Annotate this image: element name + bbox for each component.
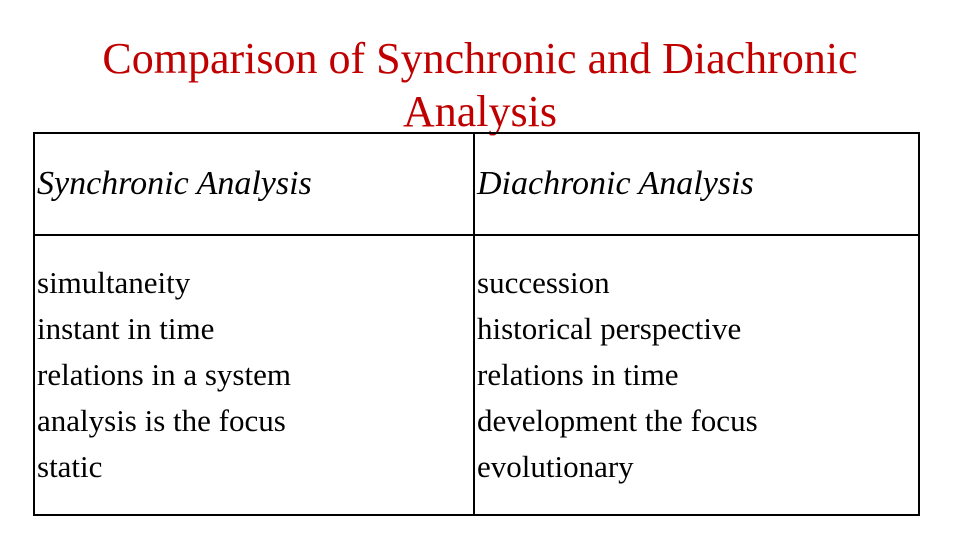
diachronic-item: historical perspective (477, 311, 742, 346)
synchronic-item: simultaneity (37, 265, 191, 300)
diachronic-item: evolutionary (477, 449, 634, 484)
synchronic-item: analysis is the focus (37, 403, 286, 438)
diachronic-item: relations in time (477, 357, 679, 392)
header-diachronic: Diachronic Analysis (474, 133, 919, 235)
header-synchronic: Synchronic Analysis (34, 133, 474, 235)
comparison-table (33, 132, 920, 516)
table-header-row (34, 133, 919, 235)
slide-title (0, 32, 960, 138)
diachronic-cell (474, 235, 919, 515)
slide-title-line-2: Analysis (403, 87, 557, 136)
synchronic-item: instant in time (37, 311, 215, 346)
diachronic-item: development the focus (477, 403, 758, 438)
synchronic-cell (34, 235, 474, 515)
table-row (34, 235, 919, 515)
synchronic-item: static (37, 449, 103, 484)
slide-title-line-1: Comparison of Synchronic and Diachronic (102, 34, 858, 83)
diachronic-item: succession (477, 265, 610, 300)
synchronic-item: relations in a system (37, 357, 291, 392)
